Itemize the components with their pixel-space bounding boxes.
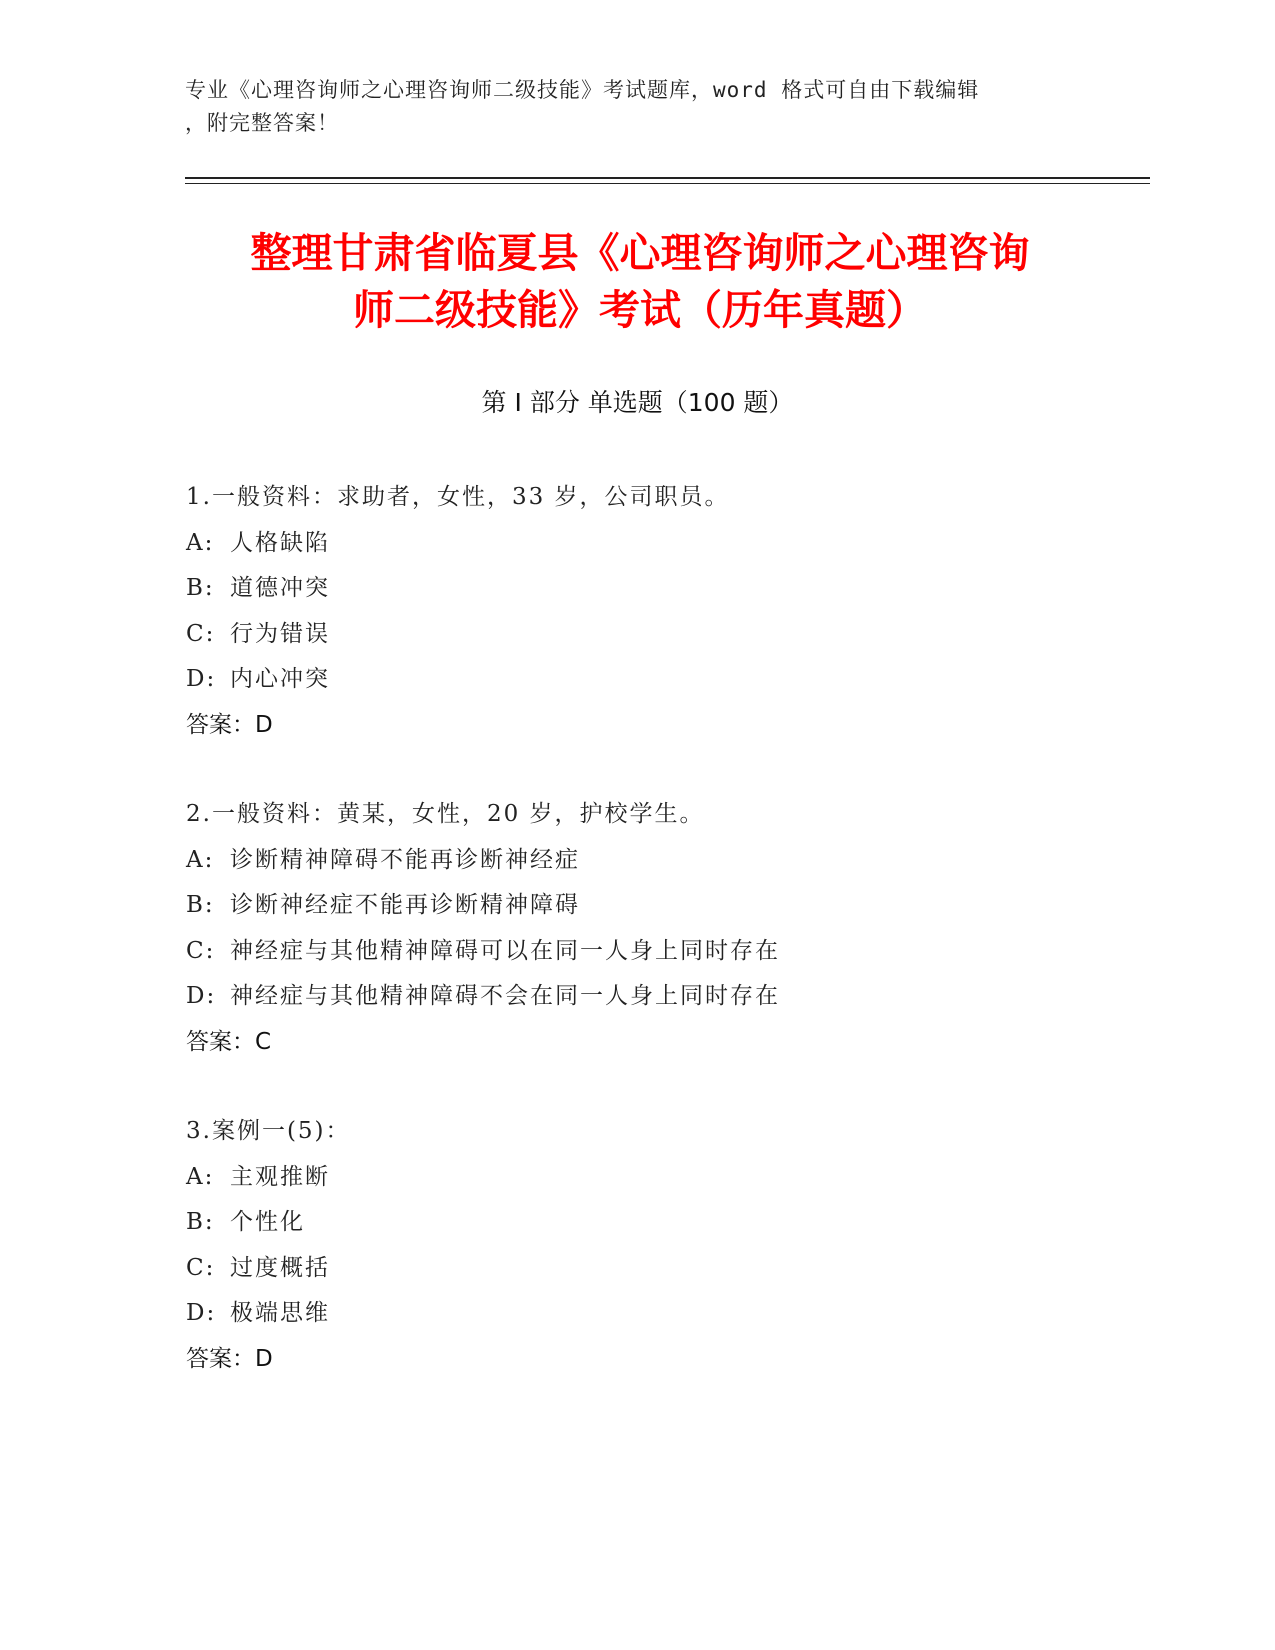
- option-key: D:: [186, 983, 217, 1009]
- option-text: 极端思维: [230, 1300, 330, 1326]
- option-key: A:: [186, 529, 215, 556]
- option-key: A:: [186, 846, 215, 873]
- section-title: 第 I 部分 单选题（100 题）: [481, 388, 794, 417]
- option-c: [186, 612, 1146, 658]
- option-text: 道德冲突: [230, 575, 330, 601]
- question-2: [186, 792, 1146, 1065]
- option-text: 过度概括: [230, 1254, 330, 1281]
- option-text: 主观推断: [230, 1163, 330, 1190]
- option-a: [186, 1155, 1146, 1201]
- question-1: [186, 475, 1146, 748]
- option-b: [186, 566, 1146, 612]
- option-key: D:: [186, 1300, 217, 1326]
- option-key: B:: [186, 892, 215, 918]
- answer-line: 答案：C: [186, 1028, 272, 1055]
- header-note-line-1: 专业《心理咨询师之心理咨询师二级技能》考试题库，word 格式可自由下载编辑: [185, 78, 980, 102]
- option-text: 诊断精神障碍不能再诊断神经症: [230, 846, 580, 873]
- question-list: [186, 475, 1146, 1426]
- option-key: C:: [186, 620, 216, 647]
- option-text: 诊断神经症不能再诊断精神障碍: [230, 892, 580, 918]
- option-b: [186, 883, 1146, 929]
- option-text: 内心冲突: [230, 666, 330, 692]
- option-d: [186, 1291, 1146, 1337]
- question-stem: 2.一般资料：黄某，女性，20 岁，护校学生。: [186, 801, 705, 827]
- document-title-line-2: 师二级技能》考试（历年真题）: [353, 286, 927, 334]
- option-b: [186, 1200, 1146, 1246]
- header-note: [185, 74, 1065, 140]
- header-rule-thick: [185, 177, 1150, 179]
- option-key: D:: [186, 666, 217, 692]
- option-c: [186, 1246, 1146, 1292]
- document-title-line-1: 整理甘肃省临夏县《心理咨询师之心理咨询: [250, 229, 1030, 277]
- document-title: [160, 225, 1120, 339]
- option-d: [186, 974, 1146, 1020]
- header-rule-thin: [185, 183, 1150, 184]
- question-stem: 3.案例一(5)：: [186, 1118, 351, 1144]
- answer-line: 答案：D: [186, 711, 273, 738]
- option-c: [186, 929, 1146, 975]
- option-key: B:: [186, 575, 215, 601]
- option-text: 神经症与其他精神障碍可以在同一人身上同时存在: [230, 937, 780, 964]
- option-text: 行为错误: [230, 620, 330, 647]
- option-key: A:: [186, 1163, 215, 1190]
- option-text: 个性化: [230, 1209, 305, 1235]
- option-text: 人格缺陷: [230, 529, 330, 556]
- option-key: C:: [186, 937, 216, 964]
- option-d: [186, 657, 1146, 703]
- option-text: 神经症与其他精神障碍不会在同一人身上同时存在: [230, 983, 780, 1009]
- option-a: [186, 521, 1146, 567]
- question-stem: 1.一般资料：求助者，女性，33 岁，公司职员。: [186, 484, 730, 510]
- option-key: B:: [186, 1209, 215, 1235]
- question-3: [186, 1109, 1146, 1382]
- option-a: [186, 838, 1146, 884]
- option-key: C:: [186, 1254, 216, 1281]
- header-note-line-2: ，附完整答案！: [185, 111, 339, 135]
- answer-line: 答案：D: [186, 1345, 273, 1372]
